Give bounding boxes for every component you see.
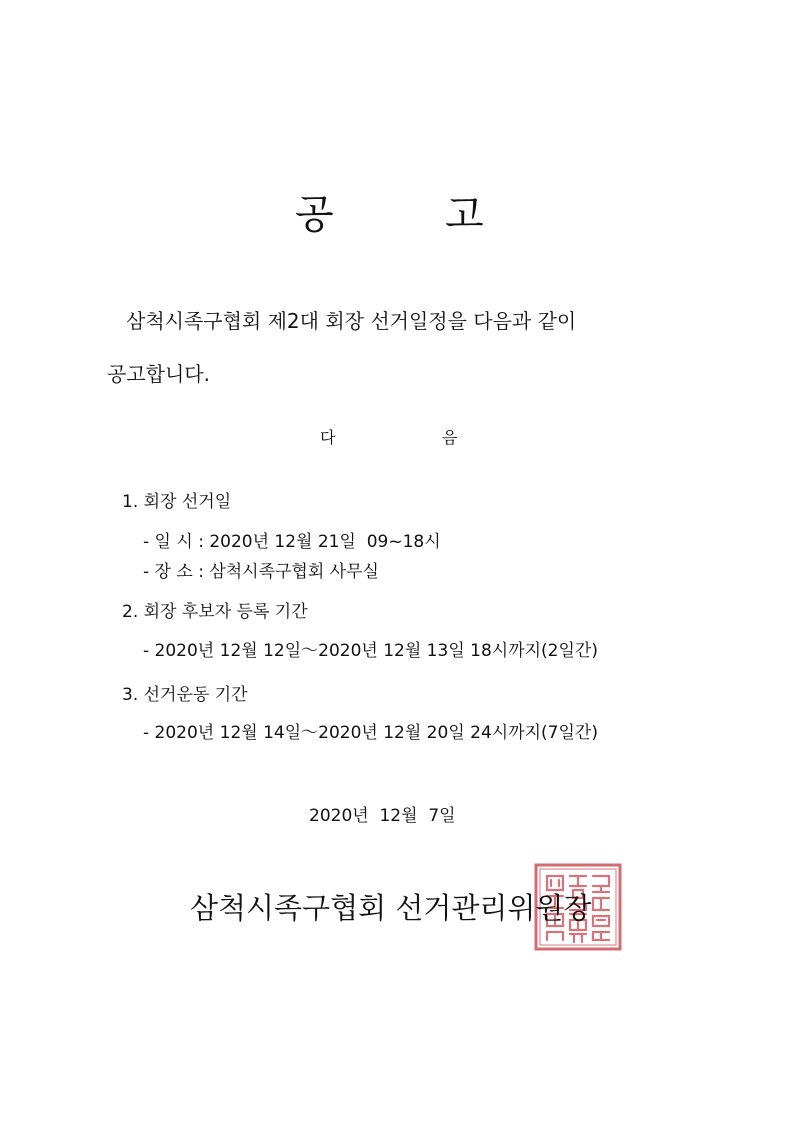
dawm-heading-char-2: 음 [442,428,458,447]
section-3-period: - 2020년 12월 14일～2020년 12월 20일 24시까지(7일간) [143,723,598,743]
intro-line-1: 삼척시족구협회 제2대 회장 선거일정을 다음과 같이 [126,309,577,333]
section-3-heading: 3. 선거운동 기간 [122,685,248,705]
section-1-datetime: - 일 시 : 2020년 12월 21일 09~18시 [143,532,441,552]
page-title-char-1: 공 [295,192,334,238]
section-2-period: - 2020년 12월 12일～2020년 12월 13일 18시까지(2일간) [143,641,598,661]
page-title-char-2: 고 [445,192,484,238]
dawm-heading-char-1: 다 [320,428,336,447]
section-2-heading: 2. 회장 후보자 등록 기간 [122,602,308,622]
intro-line-2: 공고합니다. [107,362,210,386]
signer-name: 삼척시족구협회 선거관리위원장 [190,891,592,925]
section-1-location: - 장 소 : 삼척시족구협회 사무실 [143,562,379,582]
notice-date: 2020년 12월 7일 [309,806,456,826]
section-1-heading: 1. 회장 선거일 [122,492,232,512]
